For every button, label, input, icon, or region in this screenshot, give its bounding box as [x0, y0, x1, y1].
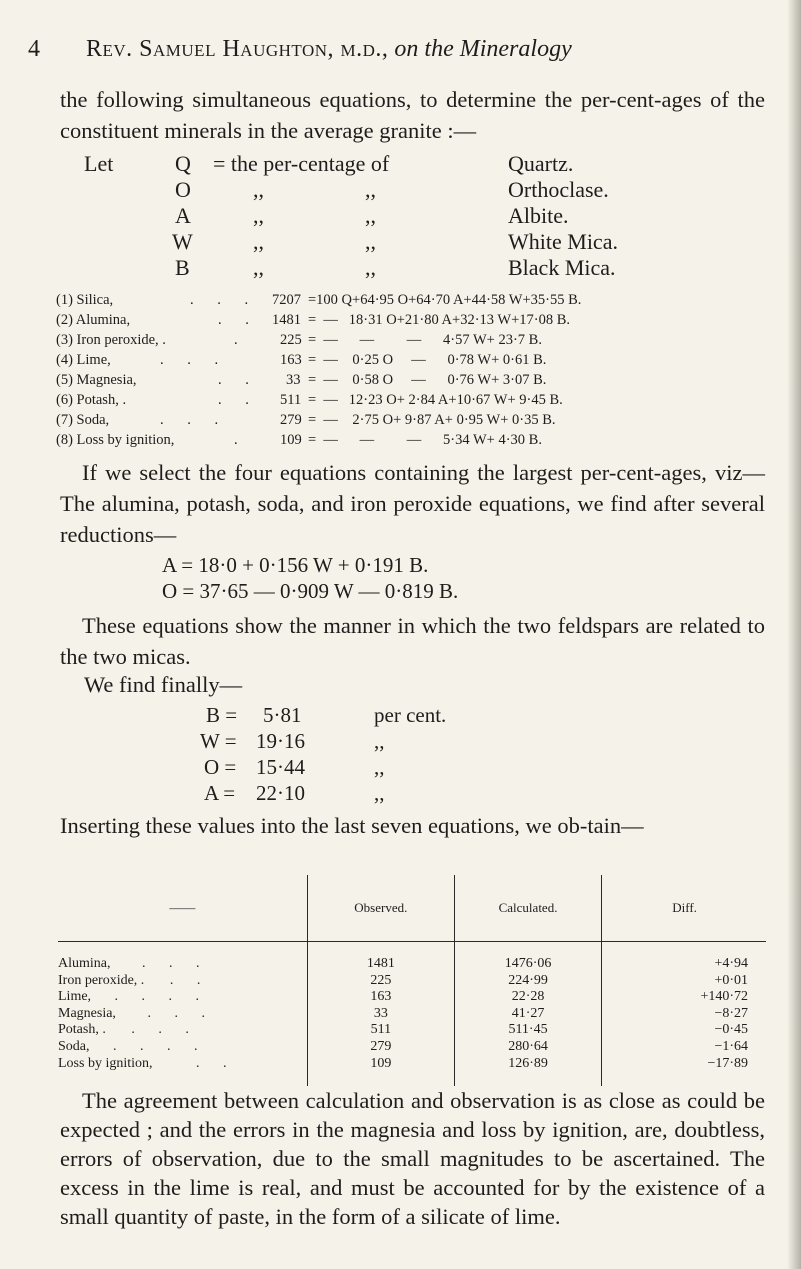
def-mineral-b: Black Mica.	[508, 255, 616, 280]
eq-rhs-3: = — — — 4·57 W+ 23·7 B.	[308, 332, 542, 348]
row-diff: +0·01	[602, 973, 766, 990]
row-diff: +4·94	[602, 942, 766, 973]
eq-rhs-2: = — 18·31 O+21·80 A+32·13 W+17·08 B.	[308, 312, 571, 328]
row-diff: −0·45	[602, 1022, 766, 1039]
def-ditto-w: ,,	[253, 229, 264, 254]
header-diff: Diff.	[602, 875, 766, 942]
row-name: Iron peroxide, .	[58, 972, 145, 988]
def-ditto2-b: ,,	[365, 255, 376, 280]
row-observed: 109	[307, 1056, 454, 1087]
row-dots: . . . .	[114, 989, 210, 1005]
eq-lhs-1: 7207	[272, 292, 301, 308]
def-symbol-a: A	[175, 203, 191, 228]
row-diff: −17·89	[602, 1056, 766, 1087]
def-symbol-o: O	[175, 177, 191, 202]
inserting-text: Inserting these values into the last seven equations, we ob-tain—	[60, 813, 644, 838]
row-name: Soda,	[58, 1038, 90, 1054]
def-ditto-a: ,,	[253, 203, 264, 228]
def-symbol-b: B	[175, 255, 190, 280]
row-observed: 1481	[307, 942, 454, 973]
def-let: Let	[84, 151, 114, 176]
final-unit-o: ,,	[374, 755, 385, 779]
def-ditto-o: ,,	[253, 177, 264, 202]
eq-dots-6: . .	[218, 392, 259, 408]
header-observed: Observed.	[307, 875, 454, 942]
row-observed: 163	[307, 989, 454, 1006]
header-author: Rev. Samuel Haughton, m.d.,	[86, 36, 389, 62]
eq-label-1: (1) Silica,	[56, 292, 114, 308]
eq-lhs-5: 33	[286, 372, 301, 388]
eq-lhs-2: 1481	[272, 312, 301, 328]
selection-paragraph: If we select the four equations containing the largest per-cent-ages, viz—The alumina, potash, soda, and iron peroxide equations, we find after several reductions—	[60, 460, 765, 547]
final-value-w: 19·16	[256, 729, 305, 753]
table-row	[58, 1006, 766, 1023]
final-value-a: 22·10	[256, 781, 305, 805]
eq-lhs-8: 109	[280, 432, 302, 448]
row-calculated: 1476·06	[454, 942, 601, 973]
eq-label-5: (5) Magnesia,	[56, 372, 137, 388]
row-dots: . . .	[147, 1005, 215, 1021]
eq-label-4: (4) Lime,	[56, 352, 111, 368]
eq-rhs-5: = — 0·58 O — 0·76 W+ 3·07 B.	[308, 372, 547, 388]
final-lhs-o: O =	[204, 755, 237, 779]
table-row	[58, 1039, 766, 1056]
eq-dots-4: . . .	[160, 352, 229, 368]
inserting-paragraph	[60, 810, 765, 841]
header-topic: on the Mineralogy	[394, 36, 572, 62]
final-lhs-a: A =	[204, 781, 236, 805]
final-lhs-w: W =	[200, 729, 237, 753]
row-calculated: 224·99	[454, 973, 601, 990]
agreement-paragraph: The agreement between calculation and observation is as close as could be expected ; and the errors in the magnesia and loss by ignition, are, doubtless, errors of observation, due to the small magnitudes to be ascertained. The excess in the lime is real, and must be accounted for by the existence of a small quantity of paste, in the form of a silicate of lime.	[60, 1088, 765, 1229]
comparison-table	[58, 875, 766, 1086]
eq-lhs-7: 279	[280, 412, 302, 428]
def-symbol-q: Q	[175, 151, 191, 176]
eq-rhs-7: = — 2·75 O+ 9·87 A+ 0·95 W+ 0·35 B.	[308, 412, 556, 428]
row-name: Potash, .	[58, 1022, 106, 1038]
row-observed: 511	[307, 1022, 454, 1039]
row-name: Alumina,	[58, 956, 111, 971]
row-calculated: 511·45	[454, 1022, 601, 1039]
final-unit-w: ,,	[374, 729, 385, 753]
def-ditto-b: ,,	[253, 255, 264, 280]
row-calculated: 22·28	[454, 989, 601, 1006]
reduction-o: O = 37·65 — 0·909 W — 0·819 B.	[162, 579, 459, 603]
eq-dots-1: . . .	[190, 292, 259, 308]
row-name: Lime,	[58, 989, 92, 1005]
reduction-a: A = 18·0 + 0·156 W + 0·191 B.	[162, 553, 429, 577]
row-observed: 225	[307, 973, 454, 990]
row-name: Magnesia,	[58, 1005, 116, 1021]
intro-paragraph: the following simultaneous equations, to determine the per-cent-ages of the constituent minerals in the average granite :—	[60, 87, 765, 143]
row-observed: 33	[307, 1006, 454, 1023]
page-number: 4	[28, 36, 40, 62]
row-dots: . . .	[131, 1022, 199, 1038]
def-ditto2-w: ,,	[365, 229, 376, 254]
find-finally-line: We find finally—	[84, 672, 243, 697]
table-row	[58, 1022, 766, 1039]
final-unit-a: ,,	[374, 781, 385, 805]
def-middle-q: = the per-centage of	[213, 151, 390, 176]
final-value-b: 5·81	[263, 703, 302, 727]
row-dots: . . .	[142, 956, 210, 971]
def-mineral-w: White Mica.	[508, 229, 618, 254]
row-diff: −8·27	[602, 1006, 766, 1023]
eq-dots-7: . . .	[160, 412, 229, 428]
feldspar-paragraph: These equations show the manner in which the two feldspars are related to the two micas.	[60, 613, 765, 669]
header-blank: ——	[58, 875, 307, 942]
def-mineral-q: Quartz.	[508, 151, 574, 176]
eq-rhs-1: =100 Q+64·95 O+64·70 A+44·58 W+35·55 B.	[308, 292, 582, 308]
eq-dots-2: . .	[218, 312, 259, 328]
running-header	[28, 36, 768, 63]
eq-label-3: (3) Iron peroxide, .	[56, 332, 166, 348]
row-calculated: 280·64	[454, 1039, 601, 1056]
table-header-row	[58, 875, 766, 942]
eq-lhs-4: 163	[280, 352, 302, 368]
final-lhs-b: B =	[206, 703, 238, 727]
final-value-o: 15·44	[256, 755, 305, 779]
eq-lhs-6: 511	[280, 392, 302, 408]
eq-dots-8: .	[234, 432, 248, 448]
eq-label-8: (8) Loss by ignition,	[56, 432, 175, 448]
table-row	[58, 973, 766, 990]
def-mineral-a: Albite.	[508, 203, 569, 228]
def-ditto2-o: ,,	[365, 177, 376, 202]
row-calculated: 41·27	[454, 1006, 601, 1023]
row-diff: −1·64	[602, 1039, 766, 1056]
def-mineral-o: Orthoclase.	[508, 177, 609, 202]
table-row	[58, 1056, 766, 1087]
def-ditto2-a: ,,	[365, 203, 376, 228]
row-diff: +140·72	[602, 989, 766, 1006]
eq-rhs-6: = — 12·23 O+ 2·84 A+10·67 W+ 9·45 B.	[308, 392, 563, 408]
eq-lhs-3: 225	[280, 332, 302, 348]
eq-label-6: (6) Potash, .	[56, 392, 127, 408]
row-dots: . .	[196, 1055, 237, 1071]
table-row	[58, 942, 766, 973]
eq-dots-3: .	[234, 332, 248, 348]
eq-label-7: (7) Soda,	[56, 412, 110, 428]
page-edge-shadow	[787, 0, 801, 1269]
eq-dots-5: . .	[218, 372, 259, 388]
eq-rhs-8: = — — — 5·34 W+ 4·30 B.	[308, 432, 542, 448]
table-row	[58, 989, 766, 1006]
def-symbol-w: W	[172, 229, 193, 254]
row-dots: . .	[169, 972, 211, 988]
row-dots: . . . .	[113, 1038, 208, 1054]
final-unit-b: per cent.	[374, 703, 447, 727]
eq-rhs-4: = — 0·25 O — 0·78 W+ 0·61 B.	[308, 352, 547, 368]
eq-label-2: (2) Alumina,	[56, 312, 131, 328]
row-calculated: 126·89	[454, 1056, 601, 1087]
row-observed: 279	[307, 1039, 454, 1056]
row-name: Loss by ignition,	[58, 1055, 153, 1071]
header-calculated: Calculated.	[454, 875, 601, 942]
